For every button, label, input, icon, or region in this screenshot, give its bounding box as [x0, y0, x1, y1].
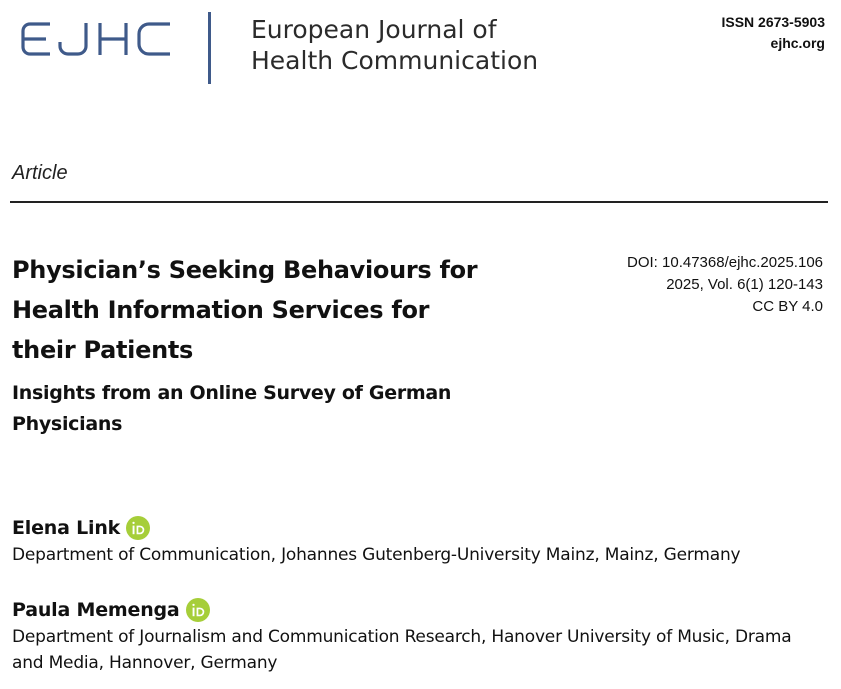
header-rule [10, 201, 828, 203]
ejhc-logo[interactable] [20, 20, 172, 58]
volume-info: 2025, Vol. 6(1) 120-143 [666, 276, 823, 293]
article-meta [627, 252, 823, 318]
article-title: Physician’s Seeking Behaviours for Health Information Services for their Patients [12, 256, 478, 364]
license: CC BY 4.0 [752, 298, 823, 315]
author-name-row [12, 514, 812, 542]
issn: ISSN 2673-5903 [721, 14, 825, 30]
author-block [12, 596, 812, 676]
website-link[interactable]: ejhc.org [770, 35, 825, 51]
author-name: Elena Link [12, 517, 121, 539]
journal-name [251, 14, 538, 76]
article-subtitle: Insights from an Online Survey of German Physicians [12, 382, 452, 435]
author-block [12, 514, 812, 568]
doi-link[interactable]: DOI: 10.47368/ejhc.2025.106 [627, 254, 823, 271]
author-affiliation: Department of Communication, Johannes Gutenberg-University Mainz, Mainz, Germany [12, 545, 741, 565]
orcid-icon[interactable] [186, 598, 210, 622]
issn-block [721, 12, 825, 54]
logo-divider [208, 12, 211, 84]
author-name-row [12, 596, 812, 624]
orcid-icon[interactable] [126, 516, 150, 540]
author-name: Paula Memenga [12, 599, 180, 621]
article-type: Article [12, 162, 68, 184]
author-affiliation: Department of Journalism and Communication Research, Hanover University of Music, Drama and Media, Hannover, Germany [12, 627, 792, 673]
journal-name-line2: Health Communication [251, 46, 539, 75]
journal-name-line1: European Journal of [251, 15, 497, 44]
